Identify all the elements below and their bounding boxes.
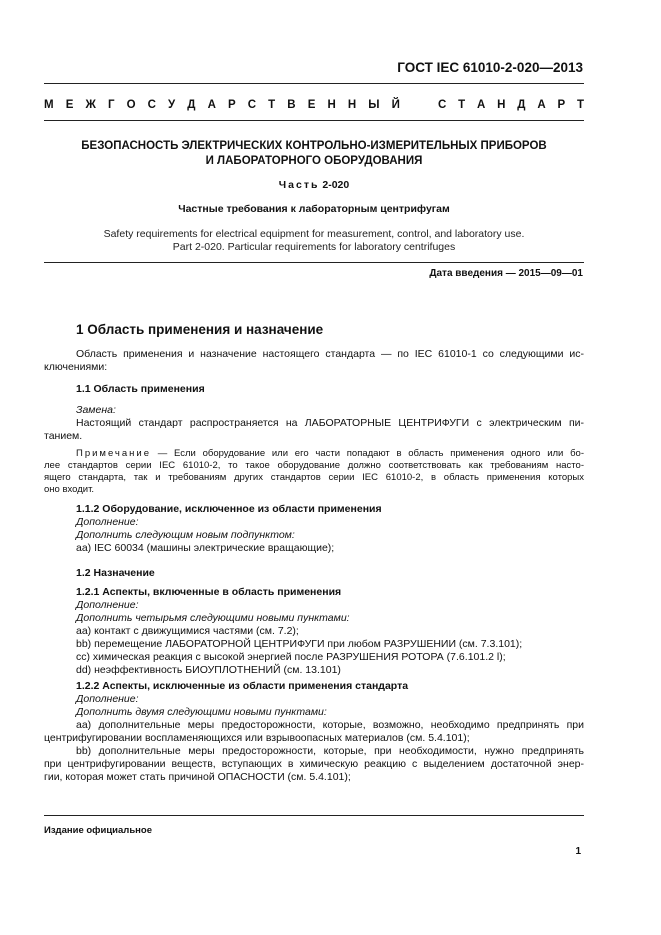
date-rule [44,262,584,263]
scope-line-1: Настоящий стандарт распространяется на ЛАБОРАТОРНЫЕ ЦЕНТРИФУГИ с электрическим пи- [76,417,584,429]
note-line-3: ящего стандарта, так и требованиям других стандартов серии IEC 61010-2, в область применения которых [44,472,584,483]
subsection-1-2-2 [44,680,584,784]
banner-letter: С [147,99,156,111]
banner-letter: В [287,99,296,111]
part-label [44,179,584,191]
title-line-1: БЕЗОПАСНОСТЬ ЭЛЕКТРИЧЕСКИХ КОНТРОЛЬНО-ИЗМЕРИТЕЛЬНЫХ ПРИБОРОВ [81,140,547,152]
subsection-1-2-1 [76,586,584,677]
section-1-heading: 1 Область применения и назначение [76,322,324,337]
banner-letter: У [168,99,176,111]
included-item: аа) контакт с движущимися частями (см. 7.2); [76,625,299,637]
note-line-2: лее стандартов серии IEC 61010-2, то такое оборудование должно соответствовать как требованиям насто- [44,460,584,471]
banner-letter: Е [307,99,316,111]
english-title [44,228,584,253]
banner-letter: Е [65,99,74,111]
interstate-standard-banner [44,99,584,111]
excluded-item: аа) IEC 60034 (машины электрические вращающие); [76,542,335,554]
banner-letter: Н [327,99,336,111]
footer-rule [44,815,584,816]
interstate-word [44,99,400,111]
included-item: dd) неэффективность БИОУПЛОТНЕНИЙ (см. 13.101) [76,664,341,676]
part-number: 2-020 [322,179,350,191]
addition-sub: Дополнить двумя следующими новыми пунктами: [76,706,327,718]
subsection-1-1-heading: 1.1 Область применения [76,383,205,395]
note-line-1 [76,448,584,460]
banner-letter: Д [187,99,196,111]
document-title [44,139,584,169]
banner-letter: М [44,99,54,111]
excluded-aspect-bb-line-3: гии, которая может стать причиной ОПАСНОСТИ (см. 5.4.101); [44,771,351,783]
header-rule-top [44,83,584,84]
document-subtitle: Частные требования к лабораторным центрифугам [178,203,450,215]
subsection-1-2-1-heading: 1.2.1 Аспекты, включенные в область применения [76,586,342,598]
section-1-intro [44,348,584,374]
banner-letter: Р [227,99,236,111]
effective-date: Дата введения — 2015—09—01 [429,268,583,279]
intro-line-1: Область применения и назначение настоящего стандарта — по IEC 61010-1 со следующими ис- [76,348,584,360]
subsection-1-2-heading: 1.2 Назначение [76,567,155,579]
standard-code: ГОСТ IEC 61010-2-020—2013 [397,60,583,75]
subsection-1-2-2-heading: 1.2.2 Аспекты, исключенные из области применения стандарта [76,680,409,692]
banner-letter: С [438,99,447,111]
banner-letter: А [207,99,216,111]
excluded-aspect-bb-line-2: при центрифугировании веществ, вступающих в химическую реакцию с выделением достаточной энер- [44,758,584,770]
included-item: сс) химическая реакция с высокой энергией после РАЗРУШЕНИЯ РОТОРА (7.6.101.2 l); [76,651,506,663]
banner-letter: Ы [368,99,380,111]
note-text-1: — Если оборудование или его части попадают в область применения одного или бо- [151,448,584,459]
banner-letter: А [537,99,546,111]
note-block [44,448,584,496]
subsection-1-1-body [44,404,584,443]
edition-label: Издание официальное [44,825,152,836]
replacement-label: Замена: [76,404,116,416]
excluded-aspect-aa-line-1: аа) дополнительные меры предосторожности, которые, возможно, необходимо предпринять при [76,719,584,731]
addition-sub: Дополнить четырьмя следующими новыми пунктами: [76,612,350,624]
banner-letter: Т [576,99,584,111]
standard-word [438,99,584,111]
addition-label: Дополнение: [76,516,139,528]
banner-letter: А [477,99,486,111]
part-word: Часть [278,179,320,191]
addition-sub: Дополнить следующим новым подпунктом: [76,529,295,541]
banner-letter: Т [268,99,276,111]
intro-line-2: ключениями: [44,361,108,373]
scope-line-2: танием. [44,430,83,442]
banner-letter: С [247,99,257,111]
header-rule-bottom [44,120,584,121]
addition-label: Дополнение: [76,599,139,611]
title-line-2: И ЛАБОРАТОРНОГО ОБОРУДОВАНИЯ [205,155,423,167]
banner-letter: Д [517,99,526,111]
banner-letter: Ж [85,99,96,111]
note-line-4: оно входит. [44,484,95,495]
subsection-1-1-2 [76,503,584,555]
banner-letter: Н [347,99,357,111]
excluded-aspect-bb-line-1: bb) дополнительные меры предосторожности, которые, при необходимости, нужно предпринять [76,745,584,757]
excluded-aspect-aa-line-2: центрифугировании воспламеняющихся или взрывоопасных материалов (см. 5.4.101); [44,732,470,744]
banner-letter: Т [458,99,466,111]
banner-letter: О [126,99,136,111]
page-number: 1 [575,846,581,857]
note-label: Примечание [76,448,151,459]
addition-label: Дополнение: [76,693,139,705]
banner-letter: Р [557,99,566,111]
english-title-line-2: Part 2-020. Particular requirements for laboratory centrifuges [172,240,456,253]
subsection-1-1-2-heading: 1.1.2 Оборудование, исключенное из области применения [76,503,382,515]
banner-letter: Й [391,99,400,111]
banner-letter: Н [497,99,506,111]
included-item: bb) перемещение ЛАБОРАТОРНОЙ ЦЕНТРИФУГИ при любом РАЗРУШЕНИИ (см. 7.3.101); [76,638,523,650]
english-title-line-1: Safety requirements for electrical equipment for measurement, control, and laboratory use. [103,228,525,240]
banner-letter: Г [107,99,115,111]
